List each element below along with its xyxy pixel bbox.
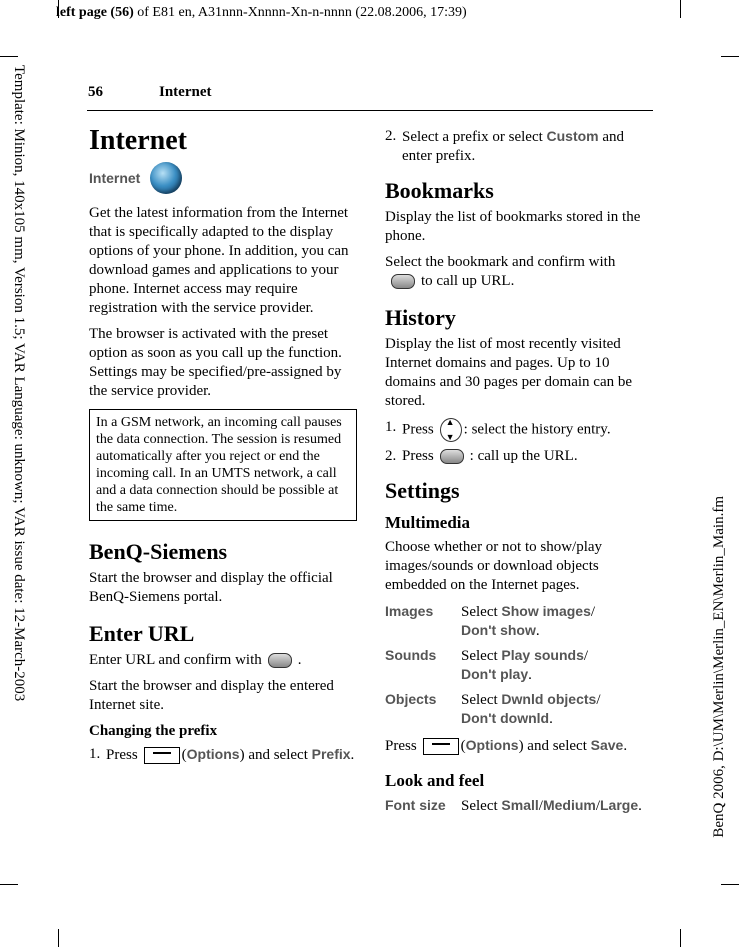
step1-text-a: Press <box>106 747 138 763</box>
font-options <box>385 796 647 815</box>
step1-text-c: . <box>350 747 355 763</box>
press-save-text: Press (Options) and select Save. <box>385 737 628 754</box>
side-file-path: BenQ 2006, D:\UM\Merlin\Merlin_EN\Merlin_Main.fm <box>711 496 727 838</box>
page-number: 56 <box>88 84 103 100</box>
prefix-steps <box>89 745 357 765</box>
custom-label: Custom <box>546 128 599 144</box>
large-option: Large <box>600 797 639 813</box>
look-and-feel-heading: Look and feel <box>385 771 485 790</box>
history-step-1 <box>385 418 647 442</box>
left-softkey-icon <box>423 738 459 755</box>
objects-term: Objects <box>385 691 437 707</box>
select-word: Select <box>461 692 498 708</box>
crop-mark <box>721 56 739 57</box>
changing-prefix-heading: Changing the prefix <box>89 723 218 739</box>
history-heading: History <box>385 305 456 330</box>
enter-url-text <box>89 651 357 670</box>
settings-heading: Settings <box>385 478 460 503</box>
intro-paragraph-1: Get the latest information from the Internet that is specifically adapted to the display options of your phone. In addition, you can download games and applications to your phone. Internet access may require registration with the service provider. <box>89 205 349 316</box>
side-template-info: Template: Minion, 140x105 mm, Version 1.5; VAR Language: unknown; VAR issue date: 12-March-2003 <box>11 65 27 702</box>
press-word: Press <box>385 738 417 754</box>
dont-downld-option: Don't downld <box>461 710 550 726</box>
prefix-label: Prefix <box>311 746 351 762</box>
crop-mark <box>721 884 739 885</box>
enter-url-text-2: Start the browser and display the entered Internet site. <box>89 678 334 713</box>
bookmarks-text-1: Display the list of bookmarks stored in the phone. <box>385 209 641 244</box>
navigation-key-icon <box>440 418 462 442</box>
font-size-term: Font size <box>385 797 446 813</box>
crop-mark <box>58 929 59 947</box>
intro-paragraph-2: The browser is activated with the preset option as soon as you call up the function. Settings may be specified/pre-assigned by the service provider. <box>89 326 342 399</box>
step-number: 1. <box>385 419 397 435</box>
options-label: Options <box>186 746 240 762</box>
bookmarks-heading: Bookmarks <box>385 178 494 203</box>
page-title: Internet <box>89 125 187 156</box>
benq-heading: BenQ-Siemens <box>89 539 228 564</box>
crop-mark <box>0 884 18 885</box>
step1-text-b: and select <box>248 747 308 763</box>
enter-url-heading: Enter URL <box>89 621 195 646</box>
select-word: Select <box>461 798 498 814</box>
step2-text-a: Select a prefix or select <box>402 129 543 145</box>
crop-mark <box>0 56 18 57</box>
save-label: Save <box>590 737 624 753</box>
sounds-row: Sounds Select Play sounds/ Don't play. <box>385 647 589 683</box>
sounds-term: Sounds <box>385 647 437 663</box>
dwnld-objects-option: Dwnld objects <box>501 691 597 707</box>
history-step1-b: : select the history entry. <box>463 421 611 438</box>
step-number: 2. <box>385 128 397 144</box>
header-slug-rest: of E81 en, A31nnn-Xnnnn-Xn-n-nnnn (22.08.2006, 17:39) <box>133 5 467 20</box>
dont-show-option: Don't show <box>461 622 536 638</box>
center-key-icon <box>391 274 415 289</box>
enter-url-text-b: . <box>297 652 302 668</box>
medium-option: Medium <box>542 797 596 813</box>
left-softkey-icon <box>144 747 180 764</box>
small-option: Small <box>501 797 539 813</box>
header-slug-prefix: left page (56) <box>56 5 134 20</box>
press-text-b: ) and select <box>518 738 587 754</box>
show-images-option: Show images <box>501 603 591 619</box>
options-label: Options <box>465 737 519 753</box>
benq-text: Start the browser and display the official BenQ-Siemens portal. <box>89 570 333 605</box>
step-number: 1. <box>89 746 101 762</box>
select-word: Select <box>461 604 498 620</box>
multimedia-options <box>385 602 647 728</box>
globe-icon <box>150 162 182 194</box>
bookmarks-text-2a: Select the bookmark and confirm with <box>385 254 616 270</box>
bookmarks-text-2 <box>385 253 647 291</box>
step2-text-b: and enter prefix. <box>402 129 625 164</box>
crop-mark <box>680 929 681 947</box>
crop-mark <box>680 0 681 18</box>
enter-url-text-a: Enter URL and confirm with <box>89 652 262 668</box>
right-column <box>385 127 647 823</box>
select-word: Select <box>461 648 498 664</box>
objects-row: Objects Select Dwnld objects/ Don't downld. <box>385 691 601 727</box>
play-sounds-option: Play sounds <box>501 647 584 663</box>
history-step1-a: Press <box>402 421 434 438</box>
note-box: In a GSM network, an incoming call pauses the data connection. The session is resumed automatically after you reject or end the incoming call. In an UMTS network, a call and a data connection should be possible at the same time. <box>89 409 357 521</box>
history-steps <box>385 418 647 466</box>
step-number: 2. <box>385 448 397 464</box>
bookmarks-text-2b: to call up URL. <box>421 273 515 289</box>
center-key-icon <box>268 653 292 668</box>
history-step-2 <box>385 447 647 466</box>
left-column <box>89 124 357 773</box>
prefix-step-1: 1. Press (Options) and select Prefix. <box>89 746 355 763</box>
menu-path <box>89 162 357 194</box>
font-size-row: Font size Select Small/Medium/Large. <box>385 797 642 814</box>
prefix-steps-cont <box>385 127 647 166</box>
menu-label: Internet <box>89 170 141 186</box>
history-step2-b: : call up the URL. <box>469 448 578 464</box>
dont-play-option: Don't play <box>461 666 529 682</box>
multimedia-text: Choose whether or not to show/play images/sounds or download objects embedded on the Internet pages. <box>385 539 603 593</box>
header-rule <box>87 110 653 111</box>
center-key-icon <box>440 449 464 464</box>
prefix-step-2 <box>385 127 647 166</box>
images-term: Images <box>385 603 434 619</box>
images-row: Images Select Show images/ Don't show. <box>385 603 596 639</box>
history-text: Display the list of most recently visited Internet domains and pages. Up to 10 domains and 30 pages per domain can be stored. <box>385 336 633 409</box>
header-slug <box>56 5 467 21</box>
running-head-section: Internet <box>159 84 212 100</box>
multimedia-heading: Multimedia <box>385 513 470 532</box>
history-step2-a: Press <box>402 448 434 464</box>
